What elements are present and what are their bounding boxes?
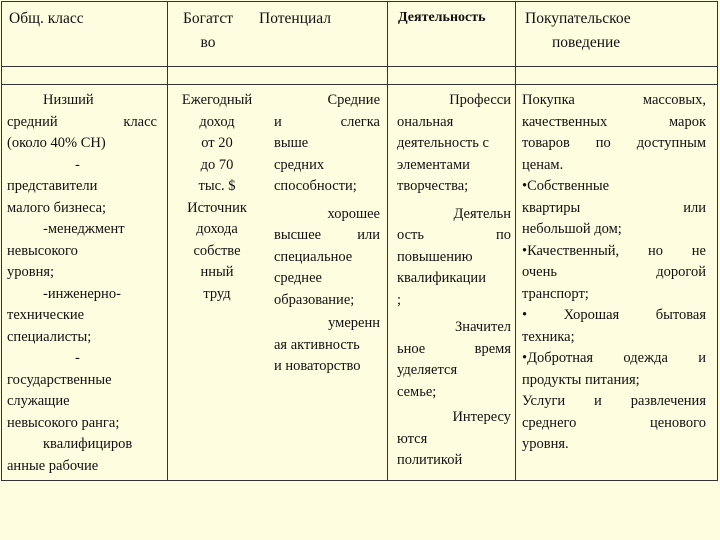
row-divider (2, 66, 717, 67)
cell-potential: Средние и слегка выше средних способности; хорошее высшее или специальное среднее образование; умеренн ая активность и новаторство (274, 92, 380, 374)
class-table (1, 1, 718, 481)
row-divider (2, 84, 717, 85)
cell-wealth: Ежегодный доход от 20 до 70 тыс. $ Источник дохода собстве нный труд (181, 92, 253, 302)
cell-class: Низший средний класс (около 40% СН) - представители малого бизнеса; -менеджмент невысокого уровня; -инженерно- технические специалисты; - государственные служащие невысокого ранга; квалифициров анные рабочие (7, 92, 157, 474)
cell-activity: Професси ональная деятельность с элементами творчества; Деятельн ость по повышению квалификации ; Значител ьное время уделяется семье; Интересу ются политикой (397, 92, 511, 468)
cell-behavior: Покупка массовых, качественных марок товаров по доступным ценам. •Собственные квартиры или небольшой дом; •Качественный, но не очень дорогой транспорт; • Хорошая бытовая техника; •Добротная одежда и продукты питания; Услуги и развлечения среднего ценового уровня. (522, 92, 706, 452)
header-activity: Деятельность (398, 10, 486, 25)
column-divider (515, 2, 516, 480)
header-potential: Потенциал (259, 10, 332, 27)
column-divider (167, 2, 168, 480)
header-behavior: Покупательское поведение (525, 10, 631, 51)
header-wealth: Богатст во (182, 10, 234, 51)
header-class: Общ. класс (9, 10, 84, 27)
column-divider (387, 2, 388, 480)
